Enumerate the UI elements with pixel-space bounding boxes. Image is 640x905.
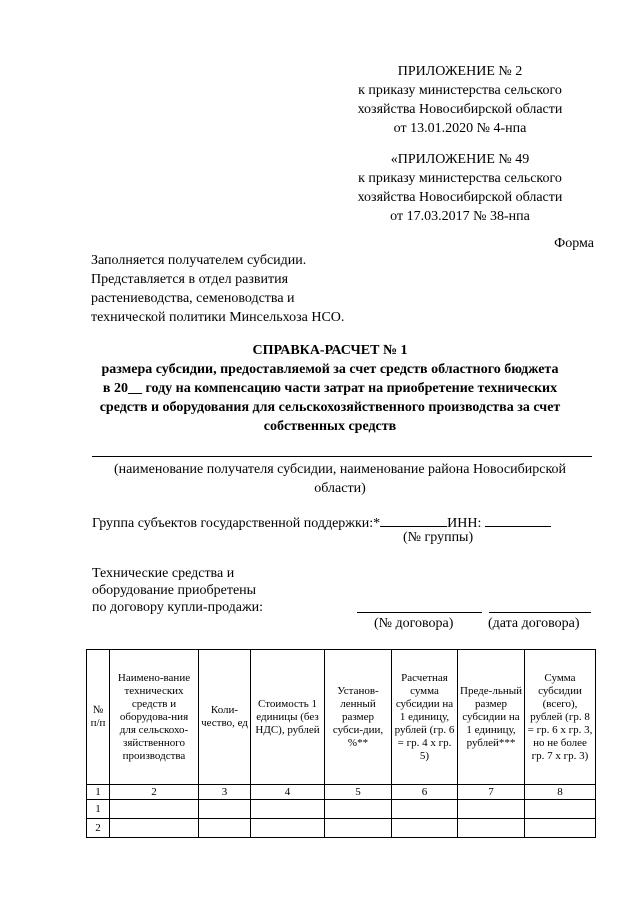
- table-cell: [325, 819, 392, 838]
- contract-date-caption: (дата договора): [488, 616, 580, 631]
- recipient-caption: [80, 460, 600, 498]
- title-heading: СПРАВКА-РАСЧЕТ № 1: [252, 343, 408, 358]
- table-row: [87, 800, 596, 819]
- filled-by-line: Представляется в отдел развития: [91, 272, 289, 287]
- table-cell: [458, 819, 525, 838]
- table-cell: [458, 800, 525, 819]
- filled-by-line: растениеводства, семеноводства и: [91, 291, 295, 306]
- technical-means-line: по договору купли-продажи:: [92, 600, 264, 615]
- column-number-cell: 7: [458, 785, 525, 800]
- title-line: в 20__ году на компенсацию части затрат на приобретение технических: [102, 381, 558, 396]
- table-header-cell: Стоимость 1 единицы (без НДС), рублей: [251, 650, 325, 785]
- table-cell: [251, 819, 325, 838]
- table-header-row: [87, 650, 596, 785]
- inn-label: ИНН:: [447, 516, 482, 531]
- table-cell: [392, 819, 458, 838]
- document-title: [80, 341, 580, 436]
- table-row: [87, 819, 596, 838]
- table-cell: [199, 800, 251, 819]
- table-header-cell: Коли-чество, ед: [199, 650, 251, 785]
- table-header-cell: Установ-ленный размер субси-дии, %**: [325, 650, 392, 785]
- table-header-cell: Преде-льный размер субсидии на 1 единицу, рублей***: [458, 650, 525, 785]
- support-group-line: [92, 512, 551, 532]
- appendix-header-current: [340, 62, 580, 138]
- recipient-name-blank: [92, 456, 592, 457]
- group-number-caption: (№ группы): [403, 530, 474, 545]
- technical-means-line: Технические средства и: [92, 566, 235, 581]
- group-number-blank: [380, 512, 447, 527]
- column-number-cell: 1: [87, 785, 110, 800]
- table-header-cell: Сумма субсидии (всего), рублей (гр. 8 = гр. 6 х гр. 3, но не более гр. 7 х гр. 3): [525, 650, 596, 785]
- contract-date-blank: [489, 612, 591, 613]
- filled-by-line: Заполняется получателем субсидии.: [91, 253, 307, 268]
- table-cell: [325, 800, 392, 819]
- table-cell: [525, 819, 596, 838]
- table-cell: [251, 800, 325, 819]
- appendix-order-line: к приказу министерства сельского: [358, 171, 562, 186]
- title-line: средств и оборудования для сельскохозяйственного производства за счет: [99, 400, 561, 415]
- contract-number-caption: (№ договора): [374, 616, 454, 631]
- recipient-caption-line: области): [314, 481, 366, 496]
- table-header-cell: № п/п: [87, 650, 110, 785]
- column-number-cell: 6: [392, 785, 458, 800]
- appendix-ministry-line: хозяйства Новосибирской области: [357, 190, 563, 205]
- technical-means-note: [92, 565, 263, 616]
- inn-blank: [485, 512, 551, 527]
- group-label: Группа субъектов государственной поддержки:*: [92, 516, 381, 531]
- table-cell: [392, 800, 458, 819]
- appendix-date-line: от 13.01.2020 № 4-нпа: [393, 121, 527, 136]
- appendix-title: ПРИЛОЖЕНИЕ № 2: [397, 64, 523, 79]
- table-cell: [199, 819, 251, 838]
- table-cell: [110, 800, 199, 819]
- column-number-cell: 4: [251, 785, 325, 800]
- title-line: размера субсидии, предоставляемой за счет средств областного бюджета: [101, 362, 559, 377]
- appendix-ministry-line: хозяйства Новосибирской области: [357, 102, 563, 117]
- appendix-order-line: к приказу министерства сельского: [358, 83, 562, 98]
- appendix-date-line: от 17.03.2017 № 38-нпа: [390, 209, 530, 224]
- column-number-cell: 5: [325, 785, 392, 800]
- table-cell: 2: [87, 819, 110, 838]
- table-cell: 1: [87, 800, 110, 819]
- form-label: Форма: [554, 236, 594, 251]
- recipient-caption-line: (наименование получателя субсидии, наименование района Новосибирской: [113, 462, 567, 477]
- contract-number-blank: [357, 612, 482, 613]
- filled-by-line: технической политики Минсельхоза НСО.: [91, 310, 345, 325]
- column-number-cell: 3: [199, 785, 251, 800]
- appendix-header-original: [340, 150, 580, 226]
- column-number-row: [87, 785, 596, 800]
- technical-means-line: оборудование приобретены: [92, 583, 257, 598]
- subsidy-calculation-table: [86, 649, 596, 838]
- table-header-cell: Расчетная сумма субсидии на 1 единицу, рублей (гр. 6 = гр. 4 х гр. 5): [392, 650, 458, 785]
- table-header-cell: Наимено-вание технических средств и оборудова-ния для сельскохо-зяйственного производства: [110, 650, 199, 785]
- table-cell: [110, 819, 199, 838]
- column-number-cell: 2: [110, 785, 199, 800]
- title-line: собственных средств: [263, 419, 397, 434]
- appendix-title: «ПРИЛОЖЕНИЕ № 49: [390, 152, 530, 167]
- table-cell: [525, 800, 596, 819]
- filled-by-note: [91, 251, 344, 327]
- column-number-cell: 8: [525, 785, 596, 800]
